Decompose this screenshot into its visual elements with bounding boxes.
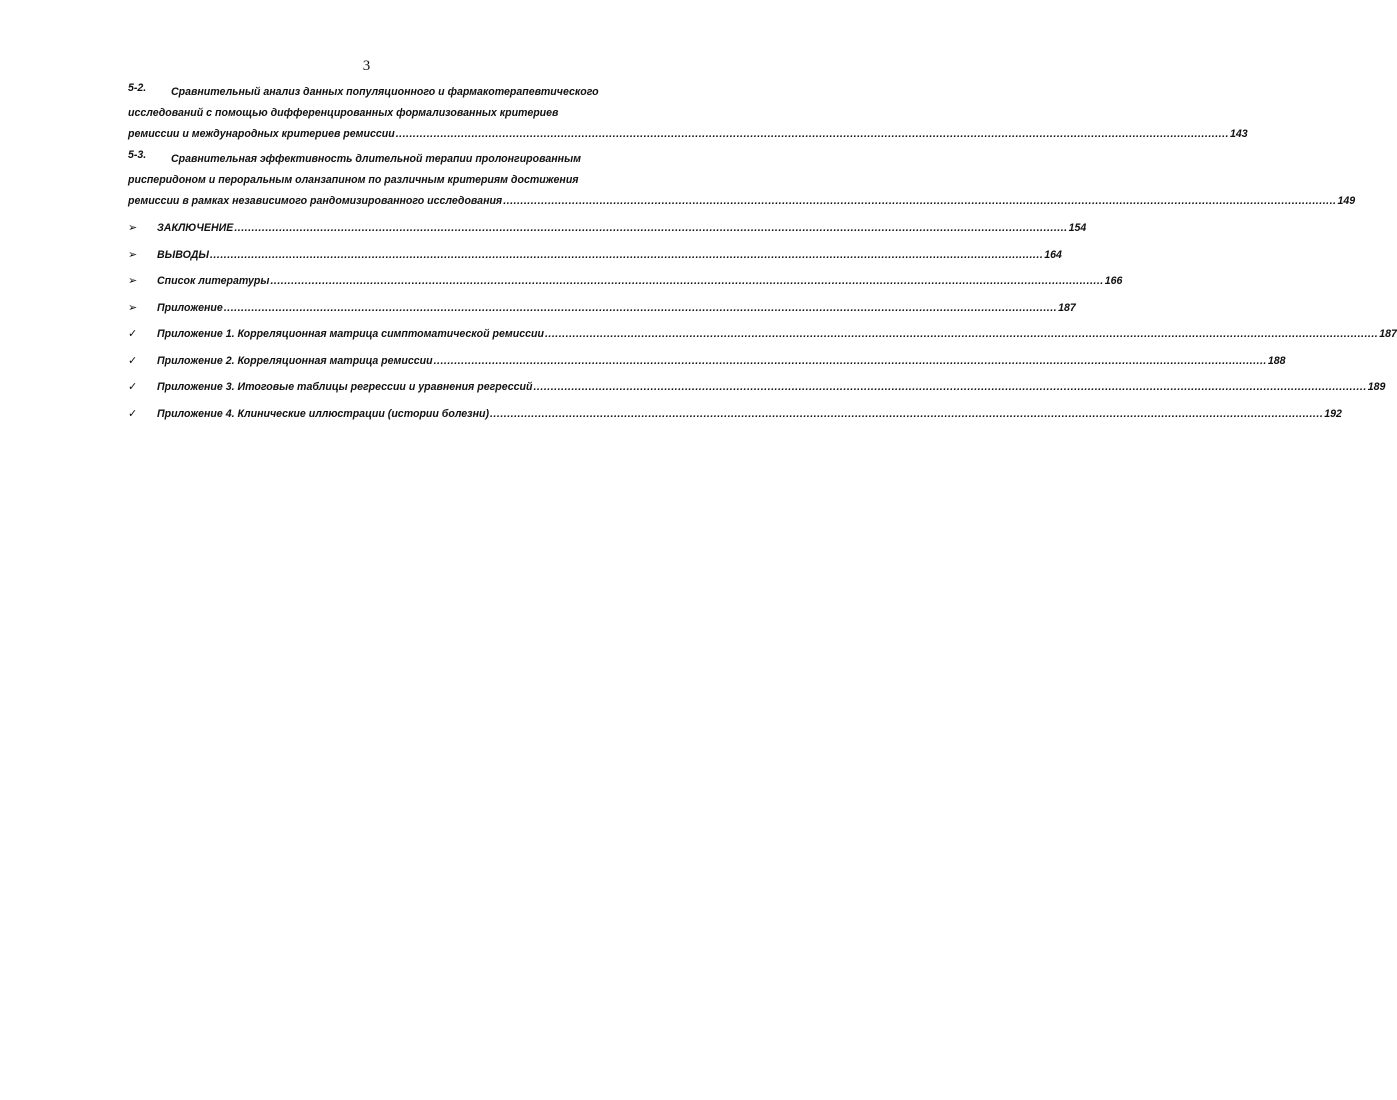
section-number: 5-3. — [128, 149, 147, 161]
toc-entry-conclusion[interactable] — [128, 218, 1087, 245]
dot-leader — [545, 324, 1378, 345]
section-title-line: Сравнительная эффективность длительной терапии пролонгированным — [171, 153, 581, 165]
arrow-bullet-icon: ➢ — [128, 275, 138, 287]
toc-entry-appendix-4[interactable] — [128, 404, 1342, 431]
table-of-contents — [128, 82, 1397, 430]
page-ref: 143 — [1229, 128, 1248, 140]
dot-leader — [210, 245, 1043, 266]
dot-leader — [224, 298, 1057, 319]
arrow-bullet-icon: ➢ — [128, 248, 138, 261]
page-ref: 189 — [1367, 381, 1386, 393]
page-ref: 187 — [1058, 301, 1076, 314]
entry-title: Приложение 1. Корреляционная матрица симптоматической ремиссии — [157, 328, 544, 340]
checkmark-bullet-icon: ✓ — [128, 381, 138, 393]
dot-leader — [490, 404, 1323, 425]
page-ref: 187 — [1379, 328, 1397, 340]
toc-section-5-3[interactable] — [128, 149, 1356, 212]
toc-entry-appendix[interactable] — [128, 298, 1076, 325]
toc-entry-appendix-1[interactable] — [128, 324, 1397, 351]
section-title-line: рисперидоном и пероральным оланзапином по различным критериям достижения — [128, 174, 579, 186]
section-title-line: ремиссии и международных критериев ремиссии — [128, 128, 395, 140]
dot-leader — [396, 124, 1229, 145]
page-ref: 164 — [1044, 248, 1062, 261]
checkmark-bullet-icon: ✓ — [128, 328, 138, 340]
dot-leader — [503, 191, 1336, 212]
checkmark-bullet-icon: ✓ — [128, 354, 138, 367]
page-ref: 166 — [1104, 275, 1123, 287]
entry-title: Приложение 3. Итоговые таблицы регрессии и уравнения регрессий — [157, 381, 533, 393]
section-title-line: ремиссии в рамках независимого рандомизированного исследования — [128, 195, 503, 207]
page-number: 3 — [362, 58, 371, 74]
section-number: 5-2. — [128, 82, 147, 94]
entry-title: Список литературы — [157, 275, 270, 287]
toc-section-5-2[interactable] — [128, 82, 1248, 145]
page-ref: 154 — [1068, 222, 1087, 234]
entry-title: ЗАКЛЮЧЕНИЕ — [157, 222, 234, 234]
arrow-bullet-icon: ➢ — [128, 301, 138, 314]
toc-entry-appendix-2[interactable] — [128, 351, 1286, 378]
entry-title: Приложение — [157, 301, 223, 314]
arrow-bullet-icon: ➢ — [128, 222, 138, 234]
section-title-line: Сравнительный анализ данных популяционного и фармакотерапевтического — [171, 86, 599, 98]
toc-entry-references[interactable] — [128, 271, 1123, 298]
page-ref: 192 — [1324, 407, 1342, 420]
checkmark-bullet-icon: ✓ — [128, 407, 138, 420]
section-title-line: исследований с помощью дифференцированных формализованных критериев — [128, 107, 559, 119]
page-ref: 188 — [1267, 354, 1286, 367]
toc-entry-findings[interactable] — [128, 245, 1062, 272]
dot-leader — [533, 377, 1366, 398]
page-ref: 149 — [1337, 195, 1356, 207]
toc-entry-appendix-3[interactable] — [128, 377, 1386, 404]
entry-title: Приложение 4. Клинические иллюстрации (истории болезни) — [157, 407, 489, 420]
dot-leader — [234, 218, 1067, 239]
entry-title: ВЫВОДЫ — [157, 248, 209, 261]
dot-leader — [434, 351, 1267, 372]
dot-leader — [270, 271, 1103, 292]
entry-title: Приложение 2. Корреляционная матрица ремиссии — [157, 354, 433, 367]
